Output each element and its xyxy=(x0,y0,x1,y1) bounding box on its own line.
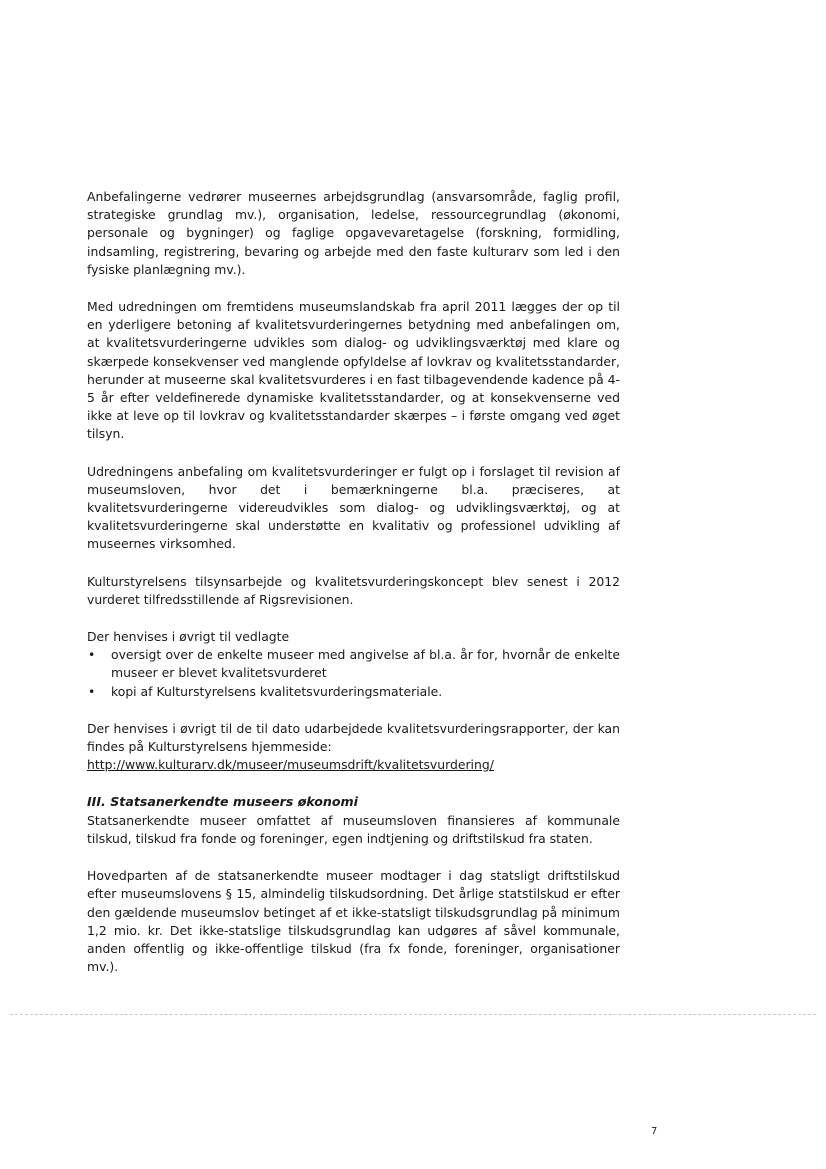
section-heading-economy: III. Statsanerkendte museers økonomi xyxy=(87,794,358,810)
attachments-list xyxy=(87,646,620,701)
page-number: 7 xyxy=(651,1126,658,1137)
paragraph-attachments-intro: Der henvises i øvrigt til vedlagte xyxy=(87,629,290,645)
paragraph-recommendations-scope: Anbefalingerne vedrører museernes arbejdsgrundlag (ansvarsområde, faglig profil, strategiske grundlag mv.), organisation, ledelse, ressourcegrundlag (økonomi, personale og bygninger) og faglige opgavevaretagelse (forskning, formidling, indsamling, registrering, bevaring og arbejde med den faste kulturarv som led i den fysiske planlægning mv.). xyxy=(87,189,620,277)
paragraph-museum-landscape-2011: Med udredningen om fremtidens museumslandskab fra april 2011 lægges der op til en yderligere betoning af kvalitetsvurderingernes betydning med anbefalingen om, at kvalitetsvurderingerne udvikles som dialog- og udviklingsværktøj med klare og skærpede konsekvenser ved manglende opfyldelse af lovkrav og kvalitetsstandarder, herunder at museerne skal kvalitetsvurderes i en fast tilbagevendende kadence på 4-5 år efter veldefinerede dynamiske kvalitetsstandarder, og at konsekvenserne ved ikke at leve op til lovkrav og kvalitetsstandarder skærpes – i første omgang ved øget tilsyn. xyxy=(87,299,620,442)
list-item: • kopi af Kulturstyrelsens kvalitetsvurderingsmateriale. xyxy=(87,683,620,701)
paragraph-reports-reference: Der henvises i øvrigt til de til dato udarbejdede kvalitetsvurderingsrapporter, der kan findes på Kulturstyrelsens hjemmeside: xyxy=(87,720,620,755)
kvalitetsvurdering-link[interactable]: http://www.kulturarv.dk/museer/museumsdrift/kvalitetsvurdering/ xyxy=(87,757,494,773)
paragraph-state-subsidy: Hovedparten af de statsanerkendte museer modtager i dag statsligt driftstilskud efter museumslovens § 15, almindelig tilskudsordning. Det årlige statstilskud er efter den gældende museumslov betinget af et ikke-statsligt tilskudsgrundlag på minimum 1,2 mio. kr. Det ikke-statslige tilskudsgrundlag kan udgøres af såvel kommunale, anden offentlig og ikke-offentlige tilskud (fra fx fonde, foreninger, organisationer mv.). xyxy=(87,868,620,975)
paragraph-rigsrevisionen: Kulturstyrelsens tilsynsarbejde og kvalitetsvurderingskoncept blev senest i 2012 vurderet tilfredsstillende af Rigsrevisionen. xyxy=(87,573,620,607)
paragraph-financing: Statsanerkendte museer omfattet af museumsloven finansieres af kommunale tilskud, tilskud fra fonde og foreninger, egen indtjening og driftstilskud fra staten. xyxy=(87,812,620,846)
paragraph-law-revision: Udredningens anbefaling om kvalitetsvurderinger er fulgt op i forslaget til revision af museumsloven, hvor det i bemærkningerne bl.a. præciseres, at kvalitetsvurderingerne videreudvikles som dialog- og udviklingsværktøj, og at kvalitetsvurderingerne skal understøtte en kvalitativ og professionel udvikling af museernes virksomhed. xyxy=(87,463,620,552)
list-item: • oversigt over de enkelte museer med angivelse af bl.a. år for, hvornår de enkelte museer er blevet kvalitetsvurderet xyxy=(87,646,620,682)
footer-divider xyxy=(10,1014,816,1015)
document-body xyxy=(87,188,620,995)
